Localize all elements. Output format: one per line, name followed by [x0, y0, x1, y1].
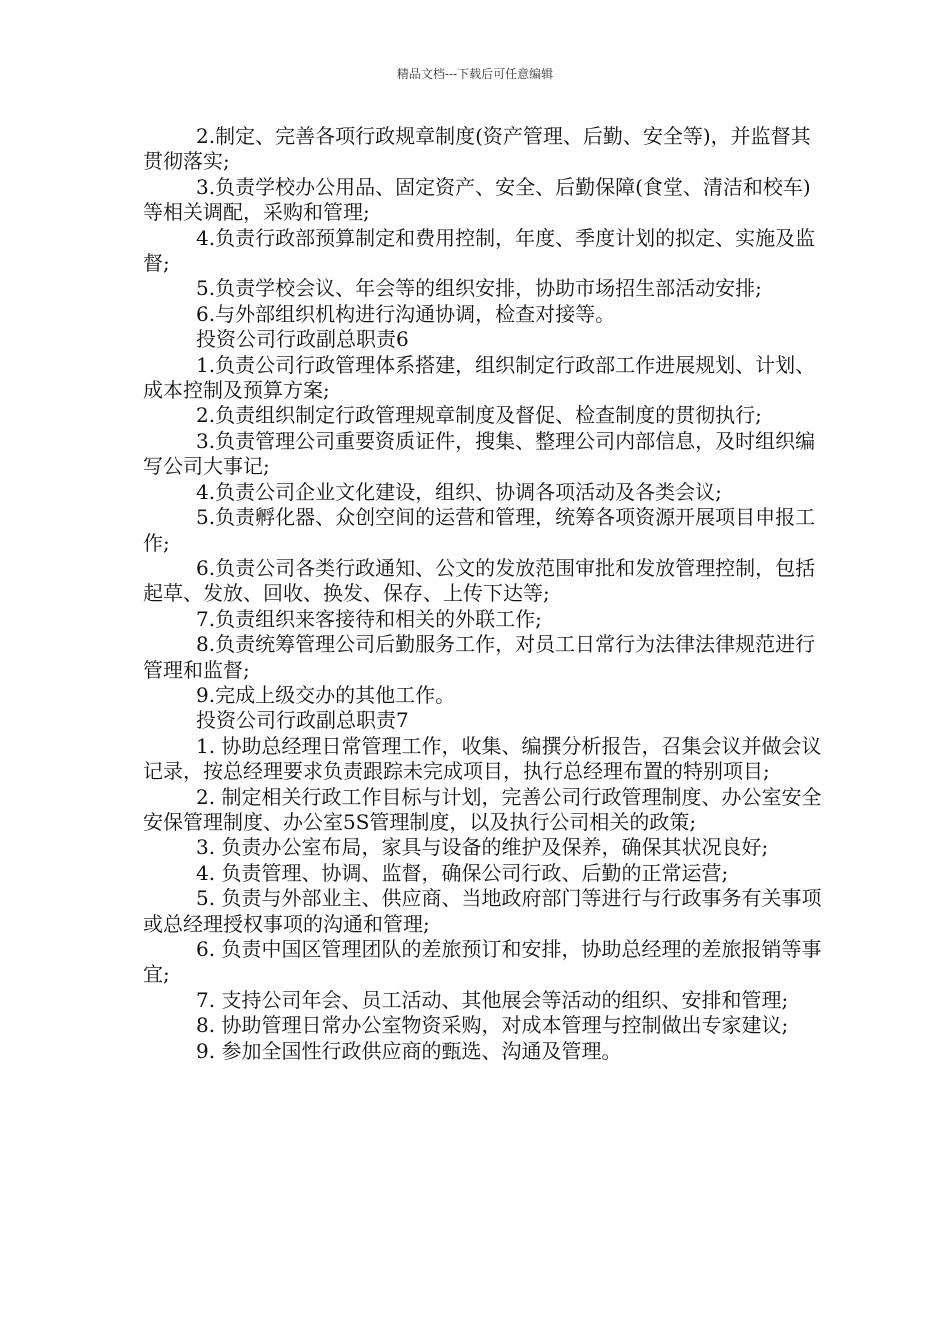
paragraph: 1. 协助总经理日常管理工作，收集、编撰分析报告，召集会议并做会议记录，按总经理要求负责跟踪未完成项目，执行总经理布置的特别项目; [143, 733, 822, 784]
section-heading: 投资公司行政副总职责6 [196, 327, 409, 352]
page-header: 精品文档---下载后可任意编辑 [396, 67, 554, 81]
paragraph: 9. 参加全国性行政供应商的甄选、沟通及管理。 [196, 1038, 622, 1063]
document-body [143, 124, 823, 1064]
paragraph: 2. 制定相关行政工作目标与计划，完善公司行政管理制度、办公室安全安保管理制度、办公室5S管理制度，以及执行公司相关的政策; [143, 784, 822, 834]
paragraph: 6.与外部组织机构进行沟通协调，检查对接等。 [196, 301, 616, 326]
paragraph: 7. 支持公司年会、员工活动、其他展会等活动的组织、安排和管理; [196, 987, 789, 1012]
paragraph: 4.负责行政部预算制定和费用控制，年度、季度计划的拟定、实施及监督; [143, 225, 816, 276]
paragraph: 6.负责公司各类行政通知、公文的发放范围审批和发放管理控制，包括起草、发放、回收、换发、保存、上传下达等; [143, 555, 816, 606]
paragraph: 5. 负责与外部业主、供应商、当地政府部门等进行与行政事务有关事项或总经理授权事项的沟通和管理; [143, 886, 822, 936]
paragraph: 4. 负责管理、协调、监督，确保公司行政、后勤的正常运营; [196, 860, 729, 885]
paragraph: 1.负责公司行政管理体系搭建，组织制定行政部工作进展规划、计划、成本控制及预算方案; [143, 352, 816, 403]
paragraph: 2.负责组织制定行政管理规章制度及督促、检查制度的贯彻执行; [196, 403, 762, 428]
paragraph: 2.制定、完善各项行政规章制度(资产管理、后勤、安全等)，并监督其贯彻落实; [143, 124, 811, 174]
paragraph: 3. 负责办公室布局，家具与设备的维护及保养，确保其状况良好; [196, 835, 769, 860]
paragraph: 8.负责统筹管理公司后勤服务工作，对员工日常行为法律法律规范进行管理和监督; [143, 632, 816, 682]
paragraph: 8. 协助管理日常办公室物资采购，对成本管理与控制做出专家建议; [196, 1013, 789, 1038]
paragraph: 4.负责公司企业文化建设，组织、协调各项活动及各类会议; [196, 479, 722, 504]
paragraph: 6. 负责中国区管理团队的差旅预订和安排，协助总经理的差旅报销等事宜; [143, 937, 822, 987]
paragraph: 3.负责学校办公用品、固定资产、安全、后勤保障(食堂、清洁和校车)等相关调配，采购和管理; [143, 174, 811, 225]
paragraph: 3.负责管理公司重要资质证件，搜集、整理公司内部信息，及时组织编写公司大事记; [143, 428, 816, 479]
paragraph: 5.负责孵化器、众创空间的运营和管理，统筹各项资源开展项目申报工作; [143, 505, 816, 555]
paragraph: 9.完成上级交办的其他工作。 [196, 682, 456, 707]
paragraph: 7.负责组织来客接待和相关的外联工作; [196, 606, 542, 631]
paragraph: 5.负责学校会议、年会等的组织安排，协助市场招生部活动安排; [196, 276, 762, 301]
section-heading: 投资公司行政副总职责7 [196, 708, 409, 733]
